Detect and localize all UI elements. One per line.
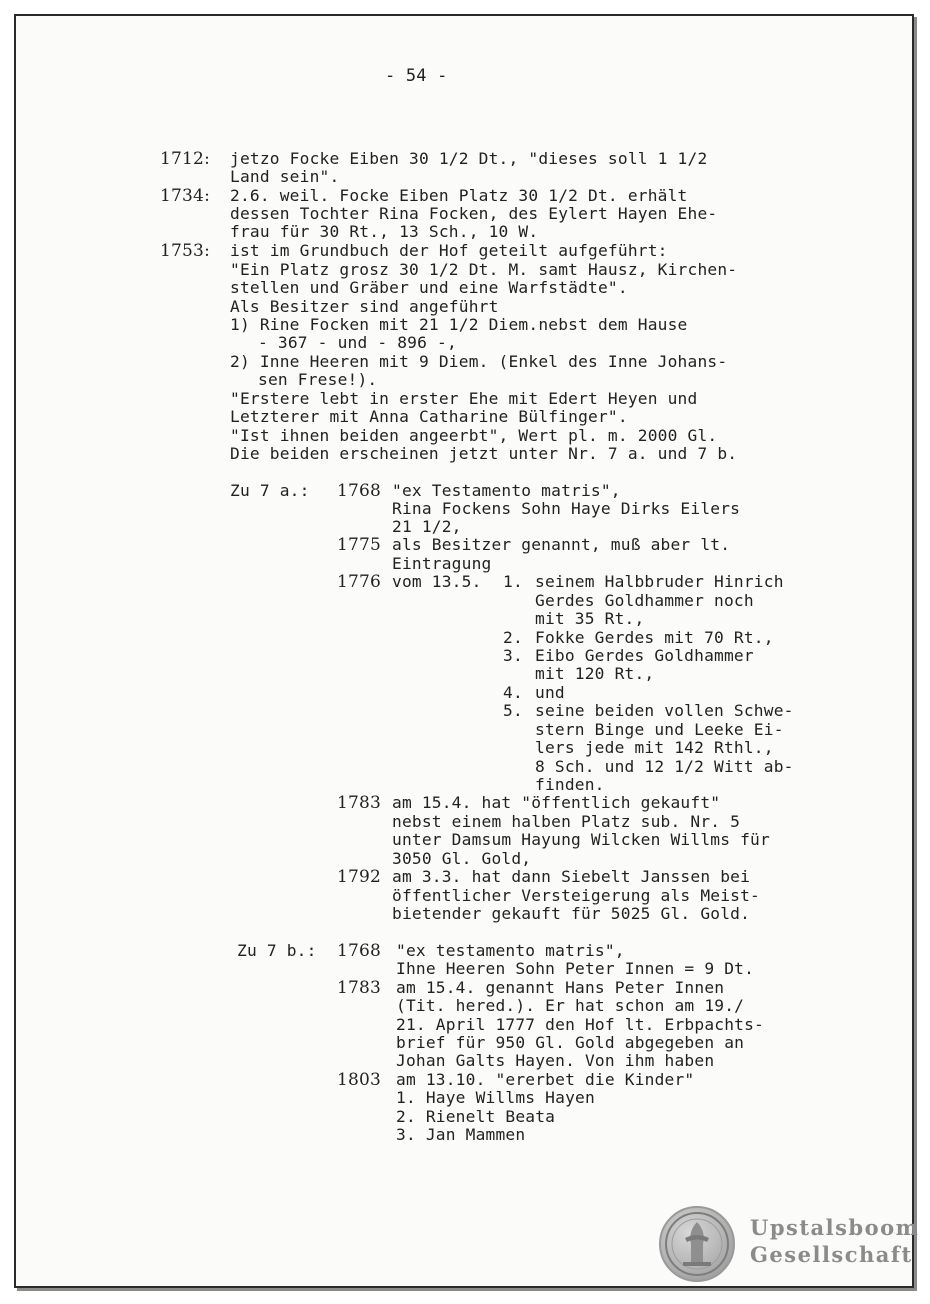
text-line: ist im Grundbuch der Hof geteilt aufgeführt: — [230, 241, 668, 260]
text-line: Johan Galts Hayen. Von ihm haben — [396, 1051, 715, 1070]
text-line: Als Besitzer sind angeführt — [230, 297, 499, 316]
item-number: 1. — [503, 572, 523, 591]
text-line: 8 Sch. und 12 1/2 Witt ab- — [535, 757, 794, 776]
text-line: dessen Tochter Rina Focken, des Eylert Hayen Ehe- — [230, 204, 718, 223]
section-label-7a: Zu 7 a.: — [230, 481, 310, 500]
text-line: jetzo Focke Eiben 30 1/2 Dt., "dieses soll 1 1/2 — [230, 149, 708, 168]
year-1783: 1783 — [337, 793, 382, 813]
item-number: 5. — [503, 701, 523, 720]
text-line: 2. Rienelt Beata — [396, 1107, 556, 1126]
text-line: als Besitzer genannt, muß aber lt. — [392, 535, 731, 554]
text-line: "ex testamento matris", — [396, 941, 625, 960]
date-prefix: vom 13.5. — [392, 572, 482, 591]
text-line: am 3.3. hat dann Siebelt Janssen bei — [392, 867, 751, 886]
section-label-7b: Zu 7 b.: — [237, 941, 317, 960]
year-1776: 1776 — [337, 572, 382, 592]
text-line: Rina Fockens Sohn Haye Dirks Eilers — [392, 499, 741, 518]
text-line: finden. — [535, 775, 605, 794]
text-line: 2.6. weil. Focke Eiben Platz 30 1/2 Dt. erhält — [230, 186, 688, 205]
brand-name — [750, 1214, 919, 1268]
text-line: Eibo Gerdes Goldhammer — [535, 646, 754, 665]
text-line: sen Frese!). — [258, 370, 378, 389]
item-number: 4. — [503, 683, 523, 702]
text-line: lers jede mit 142 Rthl., — [535, 738, 774, 757]
text-line: mit 35 Rt., — [535, 609, 645, 628]
year-1753: 1753: — [160, 241, 210, 261]
text-line: 1. Haye Willms Hayen — [396, 1088, 595, 1107]
year-1792: 1792 — [337, 867, 382, 887]
text-line: (Tit. hered.). Er hat schon am 19./ — [396, 996, 745, 1015]
text-line: brief für 950 Gl. Gold abgegeben an — [396, 1033, 745, 1052]
year-1768: 1768 — [337, 941, 382, 961]
brand-line-1: Upstalsboom — [750, 1215, 920, 1240]
text-line: am 15.4. hat "öffentlich gekauft" — [392, 793, 721, 812]
year-1775: 1775 — [337, 535, 382, 555]
page-number: - 54 - — [385, 66, 448, 86]
text-line: - 367 - und - 896 -, — [258, 333, 457, 352]
text-line: am 15.4. genannt Hans Peter Innen — [396, 978, 725, 997]
text-line: 1) Rine Focken mit 21 1/2 Diem.nebst dem Hause — [230, 315, 688, 334]
text-line: stern Binge und Leeke Ei- — [535, 720, 784, 739]
text-line: unter Damsum Hayung Wilcken Willms für — [392, 830, 770, 849]
text-line: Gerdes Goldhammer noch — [535, 591, 754, 610]
text-line: bietender gekauft für 5025 Gl. Gold. — [392, 904, 751, 923]
text-line: Eintragung — [392, 554, 492, 573]
seal-icon — [659, 1206, 735, 1282]
year-1768: 1768 — [337, 481, 382, 501]
item-number: 3. — [503, 646, 523, 665]
item-number: 2. — [503, 628, 523, 647]
text-line: frau für 30 Rt., 13 Sch., 10 W. — [230, 222, 539, 241]
text-line: "Erstere lebt in erster Ehe mit Edert Heyen und — [230, 389, 698, 408]
text-line: 21 1/2, — [392, 517, 462, 536]
text-line: "Ein Platz grosz 30 1/2 Dt. M. samt Hausz, Kirchen- — [230, 260, 738, 279]
text-line: seine beiden vollen Schwe- — [535, 701, 794, 720]
text-line: stellen und Gräber und eine Warfstädte". — [230, 278, 628, 297]
brand-line-2: Gesellschaft — [750, 1242, 913, 1267]
text-line: Ihne Heeren Sohn Peter Innen = 9 Dt. — [396, 959, 755, 978]
text-line: nebst einem halben Platz sub. Nr. 5 — [392, 812, 741, 831]
text-line: 2) Inne Heeren mit 9 Diem. (Enkel des Inne Johans- — [230, 352, 728, 371]
year-1803: 1803 — [337, 1070, 382, 1090]
text-line: "Ist ihnen beiden angeerbt", Wert pl. m. 2000 Gl. — [230, 426, 718, 445]
text-line: am 13.10. "ererbet die Kinder" — [396, 1070, 695, 1089]
text-line: Land sein". — [230, 167, 340, 186]
text-line: 3. Jan Mammen — [396, 1125, 526, 1144]
year-1712: 1712: — [160, 149, 210, 169]
year-1783: 1783 — [337, 978, 382, 998]
text-line: 3050 Gl. Gold, — [392, 849, 532, 868]
text-line: Letzterer mit Anna Catharine Bülfinger". — [230, 407, 628, 426]
text-line: "ex Testamento matris", — [392, 481, 621, 500]
text-line: Fokke Gerdes mit 70 Rt., — [535, 628, 774, 647]
text-line: Die beiden erscheinen jetzt unter Nr. 7 a. und 7 b. — [230, 444, 738, 463]
year-1734: 1734: — [160, 186, 210, 206]
seal-emblem-icon — [661, 1208, 733, 1280]
text-line: mit 120 Rt., — [535, 664, 655, 683]
text-line: 21. April 1777 den Hof lt. Erbpachts- — [396, 1015, 764, 1034]
text-line: und — [535, 683, 565, 702]
text-line: öffentlicher Versteigerung als Meist- — [392, 886, 760, 905]
text-line: seinem Halbbruder Hinrich — [535, 572, 784, 591]
